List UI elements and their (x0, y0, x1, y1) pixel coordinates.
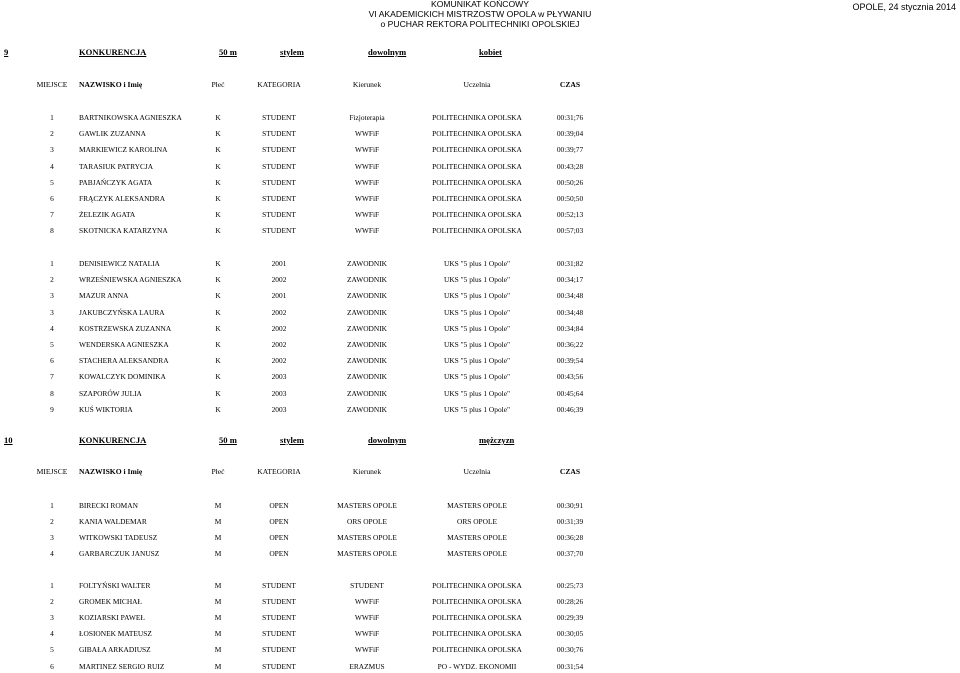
result-cell-name: GAWLIK ZUZANNA (79, 129, 146, 138)
result-cell-gender: K (215, 129, 221, 138)
result-cell-place: 1 (50, 113, 54, 122)
result-cell-name: FRĄCZYK ALEKSANDRA (79, 194, 166, 203)
result-cell-school: POLITECHNIKA OPOLSKA (432, 129, 522, 138)
event-style-word: stylem (280, 47, 304, 57)
result-cell-time: 00:52;13 (556, 210, 584, 219)
result-cell-time: 00:30;76 (556, 645, 584, 654)
result-cell-category: 2002 (271, 275, 287, 284)
result-cell-school: POLITECHNIKA OPOLSKA (432, 226, 522, 235)
result-cell-name: KOWALCZYK DOMINIKA (79, 372, 166, 381)
event-number: 9 (4, 47, 9, 57)
column-header-field: Kierunek (352, 80, 382, 89)
result-cell-school: PO - WYDZ. EKONOMII (437, 662, 517, 671)
result-cell-gender: M (214, 662, 222, 671)
result-cell-place: 1 (50, 501, 54, 510)
result-cell-field: ZAWODNIK (346, 389, 388, 398)
result-cell-category: 2003 (271, 372, 287, 381)
result-cell-name: DENISIEWICZ NATALIA (79, 259, 160, 268)
result-cell-school: UKS "5 plus 1 Opole" (444, 308, 510, 317)
result-cell-school: MASTERS OPOLE (447, 549, 507, 558)
result-cell-name: BIRECKI ROMAN (79, 501, 138, 510)
result-cell-school: POLITECHNIKA OPOLSKA (432, 178, 522, 187)
result-cell-time: 00:31;54 (556, 662, 584, 671)
result-cell-field: WWFiF (354, 629, 380, 638)
result-cell-name: STACHERA ALEKSANDRA (79, 356, 169, 365)
result-cell-category: STUDENT (262, 581, 296, 590)
event-label: KONKURENCJA (79, 47, 147, 57)
result-cell-field: STUDENT (350, 581, 384, 590)
result-cell-school: POLITECHNIKA OPOLSKA (432, 581, 522, 590)
result-cell-category: 2002 (271, 308, 287, 317)
result-cell-name: KOZIARSKI PAWEŁ (79, 613, 145, 622)
result-cell-time: 00:43;28 (556, 162, 584, 171)
result-cell-name: GROMEK MICHAŁ (79, 597, 143, 606)
result-cell-name: MARTINEZ SERGIO RUIZ (79, 662, 165, 671)
result-cell-gender: M (214, 613, 222, 622)
result-cell-place: 4 (50, 629, 54, 638)
result-cell-place: 3 (50, 613, 54, 622)
header-title: KOMUNIKAT KOŃCOWY (430, 0, 530, 9)
result-cell-place: 8 (50, 389, 54, 398)
result-cell-time: 00:39;04 (556, 129, 584, 138)
result-cell-gender: K (215, 226, 221, 235)
column-header-time: CZAS (559, 80, 581, 89)
result-cell-name: WITKOWSKI TADEUSZ (79, 533, 158, 542)
result-cell-place: 5 (50, 178, 54, 187)
result-cell-gender: K (215, 340, 221, 349)
result-cell-time: 00:28;26 (556, 597, 584, 606)
result-cell-school: POLITECHNIKA OPOLSKA (432, 162, 522, 171)
header-subtitle-2: o PUCHAR REKTORA POLITECHNIKI OPOLSKIEJ (380, 18, 580, 29)
result-cell-field: WWFiF (354, 145, 380, 154)
result-cell-time: 00:50;26 (556, 178, 584, 187)
result-cell-school: POLITECHNIKA OPOLSKA (432, 113, 522, 122)
result-cell-gender: M (214, 629, 222, 638)
result-cell-school: POLITECHNIKA OPOLSKA (432, 194, 522, 203)
result-cell-name: MARKIEWICZ KAROLINA (79, 145, 168, 154)
result-cell-time: 00:39;54 (556, 356, 584, 365)
result-cell-school: UKS "5 plus 1 Opole" (444, 324, 510, 333)
result-cell-place: 2 (50, 275, 54, 284)
result-cell-gender: K (215, 259, 221, 268)
result-cell-time: 00:30;91 (556, 501, 584, 510)
result-cell-category: STUDENT (262, 162, 296, 171)
result-cell-place: 6 (50, 356, 54, 365)
event-gender: mężczyzn (479, 435, 515, 445)
result-cell-field: ORS OPOLE (346, 517, 388, 526)
result-cell-field: WWFiF (354, 645, 380, 654)
column-header-place: MIEJSCE (36, 80, 68, 89)
column-header-category: KATEGORIA (257, 467, 301, 476)
result-cell-category: OPEN (269, 549, 289, 558)
result-cell-gender: K (215, 291, 221, 300)
result-cell-place: 5 (50, 340, 54, 349)
result-cell-field: ZAWODNIK (346, 308, 388, 317)
result-cell-category: 2001 (271, 291, 287, 300)
result-cell-place: 4 (50, 162, 54, 171)
result-cell-gender: K (215, 405, 221, 414)
result-cell-place: 6 (50, 194, 54, 203)
result-cell-name: KANIA WALDEMAR (79, 517, 147, 526)
result-cell-place: 1 (50, 259, 54, 268)
result-cell-time: 00:30;05 (556, 629, 584, 638)
result-cell-time: 00:34;48 (556, 308, 584, 317)
result-cell-place: 2 (50, 597, 54, 606)
result-cell-time: 00:31;39 (556, 517, 584, 526)
result-cell-school: UKS "5 plus 1 Opole" (444, 356, 510, 365)
result-cell-time: 00:34;17 (556, 275, 584, 284)
result-cell-place: 3 (50, 533, 54, 542)
result-cell-category: STUDENT (262, 226, 296, 235)
result-cell-school: UKS "5 plus 1 Opole" (444, 340, 510, 349)
result-cell-field: ZAWODNIK (346, 340, 388, 349)
event-style: dowolnym (368, 435, 407, 445)
result-cell-category: STUDENT (262, 178, 296, 187)
result-cell-name: JAKUBCZYŃSKA LAURA (79, 308, 165, 317)
result-cell-category: STUDENT (262, 210, 296, 219)
result-cell-field: MASTERS OPOLE (337, 549, 397, 558)
header-date: OPOLE, 24 stycznia 2014 (852, 2, 956, 12)
result-cell-school: MASTERS OPOLE (447, 533, 507, 542)
result-cell-school: POLITECHNIKA OPOLSKA (432, 597, 522, 606)
event-distance: 50 m (219, 435, 237, 445)
result-cell-school: POLITECHNIKA OPOLSKA (432, 613, 522, 622)
result-cell-place: 2 (50, 129, 54, 138)
result-cell-category: 2003 (271, 389, 287, 398)
result-cell-place: 5 (50, 645, 54, 654)
result-cell-gender: M (214, 597, 222, 606)
result-cell-time: 00:36;28 (556, 533, 584, 542)
column-header-school: Uczelnia (463, 80, 491, 89)
result-cell-category: STUDENT (262, 145, 296, 154)
result-cell-category: STUDENT (262, 113, 296, 122)
result-cell-time: 00:46;39 (556, 405, 584, 414)
result-cell-field: ZAWODNIK (346, 356, 388, 365)
result-cell-name: KUŚ WIKTORIA (79, 405, 133, 414)
result-cell-name: MAZUR ANNA (79, 291, 129, 300)
result-cell-category: OPEN (269, 501, 289, 510)
result-cell-category: STUDENT (262, 645, 296, 654)
result-cell-field: Fizjoterapia (349, 113, 385, 122)
result-cell-school: UKS "5 plus 1 Opole" (444, 275, 510, 284)
result-cell-school: POLITECHNIKA OPOLSKA (432, 210, 522, 219)
result-cell-name: ŁOSIONEK MATEUSZ (79, 629, 152, 638)
result-cell-school: POLITECHNIKA OPOLSKA (432, 629, 522, 638)
result-cell-place: 1 (50, 581, 54, 590)
result-cell-gender: M (214, 645, 222, 654)
result-cell-time: 00:50;50 (556, 194, 584, 203)
result-cell-field: ZAWODNIK (346, 405, 388, 414)
result-cell-field: WWFiF (354, 597, 380, 606)
event-gender: kobiet (479, 47, 502, 57)
result-cell-name: ŻELEZIK AGATA (79, 210, 136, 219)
result-cell-field: ZAWODNIK (346, 291, 388, 300)
result-cell-place: 4 (50, 549, 54, 558)
result-cell-gender: K (215, 389, 221, 398)
result-cell-name: WENDERSKA AGNIESZKA (79, 340, 169, 349)
result-cell-time: 00:37;70 (556, 549, 584, 558)
result-cell-time: 00:34;48 (556, 291, 584, 300)
result-cell-field: MASTERS OPOLE (337, 501, 397, 510)
result-cell-field: MASTERS OPOLE (337, 533, 397, 542)
result-cell-gender: K (215, 275, 221, 284)
result-cell-field: ZAWODNIK (346, 324, 388, 333)
result-cell-gender: M (214, 549, 222, 558)
result-cell-place: 3 (50, 291, 54, 300)
column-header-gender: Płeć (211, 467, 225, 476)
result-cell-name: KOSTRZEWSKA ZUZANNA (79, 324, 172, 333)
result-cell-gender: K (215, 372, 221, 381)
result-cell-time: 00:34;84 (556, 324, 584, 333)
result-cell-time: 00:36;22 (556, 340, 584, 349)
result-cell-place: 3 (50, 145, 54, 154)
result-cell-field: ZAWODNIK (346, 259, 388, 268)
result-cell-gender: K (215, 178, 221, 187)
result-cell-time: 00:25;73 (556, 581, 584, 590)
result-cell-time: 00:29;39 (556, 613, 584, 622)
result-cell-time: 00:31;82 (556, 259, 584, 268)
result-cell-gender: M (214, 581, 222, 590)
result-cell-field: WWFiF (354, 194, 380, 203)
column-header-field: Kierunek (352, 467, 382, 476)
result-cell-name: PABJAŃCZYK AGATA (79, 178, 153, 187)
result-cell-name: WRZEŚNIEWSKA AGNIESZKA (79, 275, 182, 284)
result-cell-time: 00:45;64 (556, 389, 584, 398)
result-cell-gender: K (215, 210, 221, 219)
result-cell-field: WWFiF (354, 178, 380, 187)
result-cell-category: OPEN (269, 533, 289, 542)
result-cell-gender: K (215, 145, 221, 154)
result-cell-time: 00:43;56 (556, 372, 584, 381)
result-cell-field: ZAWODNIK (346, 275, 388, 284)
result-cell-school: UKS "5 plus 1 Opole" (444, 291, 510, 300)
result-cell-name: TARASIUK PATRYCJA (79, 162, 154, 171)
event-number: 10 (4, 435, 13, 445)
result-cell-time: 00:31;76 (556, 113, 584, 122)
result-cell-gender: K (215, 162, 221, 171)
result-cell-category: STUDENT (262, 194, 296, 203)
column-header-name: NAZWISKO i Imię (79, 467, 143, 476)
event-label: KONKURENCJA (79, 435, 147, 445)
header-subtitle: VI AKADEMICKICH MISTRZOSTW OPOLA w PŁYWANIU (368, 8, 592, 19)
result-cell-field: ERAZMUS (349, 662, 385, 671)
result-cell-time: 00:39;77 (556, 145, 584, 154)
result-cell-category: OPEN (269, 517, 289, 526)
result-cell-category: 2002 (271, 324, 287, 333)
result-cell-school: UKS "5 plus 1 Opole" (444, 405, 510, 414)
event-style: dowolnym (368, 47, 407, 57)
result-cell-field: WWFiF (354, 226, 380, 235)
column-header-time: CZAS (559, 467, 581, 476)
result-cell-field: ZAWODNIK (346, 372, 388, 381)
column-header-gender: Płeć (211, 80, 225, 89)
result-cell-name: SZAPORÓW JULIA (79, 389, 142, 398)
result-cell-field: WWFiF (354, 613, 380, 622)
result-cell-place: 7 (50, 210, 54, 219)
result-cell-time: 00:57;03 (556, 226, 584, 235)
result-cell-gender: K (215, 194, 221, 203)
column-header-category: KATEGORIA (257, 80, 301, 89)
result-cell-school: MASTERS OPOLE (447, 501, 507, 510)
result-cell-gender: K (215, 356, 221, 365)
result-cell-place: 9 (50, 405, 54, 414)
result-cell-field: WWFiF (354, 210, 380, 219)
result-cell-place: 2 (50, 517, 54, 526)
result-cell-category: STUDENT (262, 129, 296, 138)
column-header-place: MIEJSCE (36, 467, 68, 476)
result-cell-field: WWFiF (354, 129, 380, 138)
result-cell-place: 3 (50, 308, 54, 317)
result-cell-place: 4 (50, 324, 54, 333)
result-cell-school: ORS OPOLE (456, 517, 498, 526)
result-cell-place: 8 (50, 226, 54, 235)
result-cell-gender: K (215, 113, 221, 122)
result-cell-school: UKS "5 plus 1 Opole" (444, 389, 510, 398)
event-style-word: stylem (280, 435, 304, 445)
result-cell-category: STUDENT (262, 613, 296, 622)
result-cell-category: 2002 (271, 340, 287, 349)
result-cell-category: 2002 (271, 356, 287, 365)
result-cell-name: FOLTYŃSKI WALTER (79, 581, 151, 590)
result-cell-name: GIBAŁA ARKADIUSZ (79, 645, 151, 654)
result-cell-school: UKS "5 plus 1 Opole" (444, 372, 510, 381)
column-header-name: NAZWISKO i Imię (79, 80, 143, 89)
document-header (0, 0, 960, 29)
result-cell-field: WWFiF (354, 162, 380, 171)
result-cell-name: SKOTNICKA KATARZYNA (79, 226, 168, 235)
result-cell-gender: M (214, 533, 222, 542)
result-cell-place: 7 (50, 372, 54, 381)
result-cell-category: 2003 (271, 405, 287, 414)
result-cell-gender: K (215, 308, 221, 317)
result-cell-school: POLITECHNIKA OPOLSKA (432, 645, 522, 654)
event-distance: 50 m (219, 47, 237, 57)
result-cell-gender: K (215, 324, 221, 333)
result-cell-school: POLITECHNIKA OPOLSKA (432, 145, 522, 154)
result-cell-place: 6 (50, 662, 54, 671)
result-cell-school: UKS "5 plus 1 Opole" (444, 259, 510, 268)
column-header-school: Uczelnia (463, 467, 491, 476)
result-cell-name: GARBARCZUK JANUSZ (79, 549, 160, 558)
result-cell-name: BARTNIKOWSKA AGNIESZKA (79, 113, 182, 122)
result-cell-gender: M (214, 501, 222, 510)
result-cell-category: STUDENT (262, 597, 296, 606)
result-cell-category: 2001 (271, 259, 287, 268)
result-cell-gender: M (214, 517, 222, 526)
result-cell-category: STUDENT (262, 662, 296, 671)
result-cell-category: STUDENT (262, 629, 296, 638)
